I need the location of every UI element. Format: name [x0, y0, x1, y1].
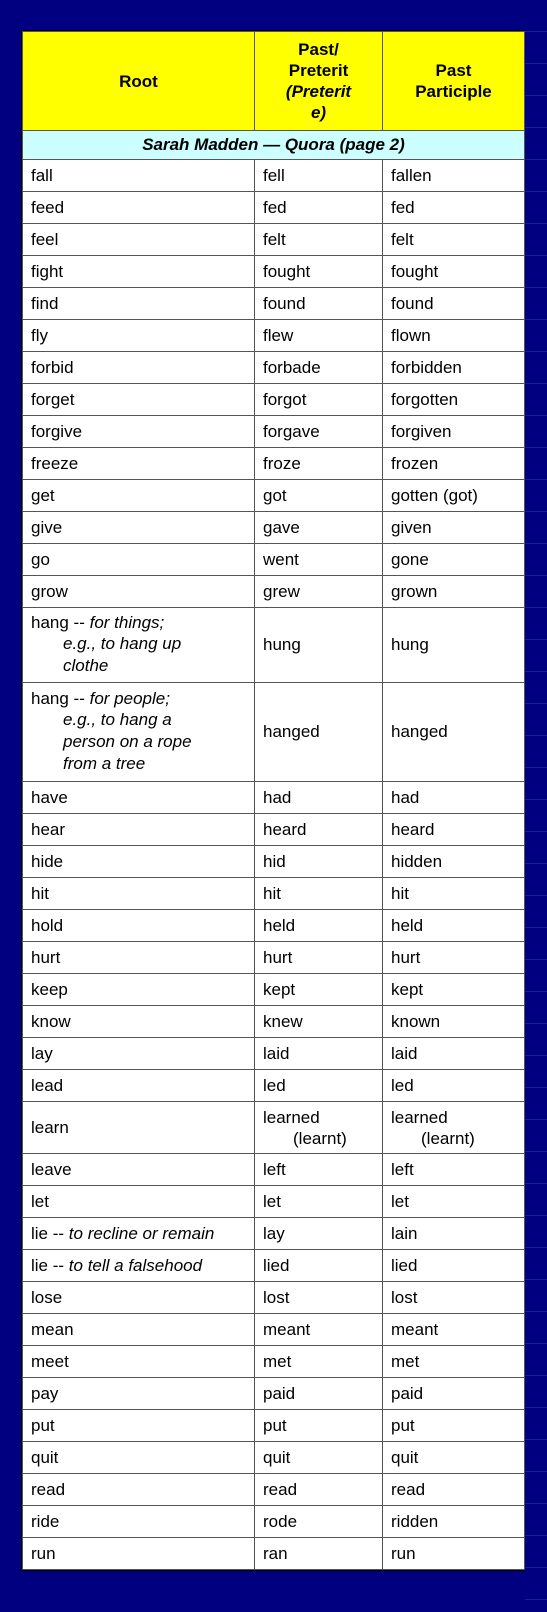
root-word: lie --	[31, 1223, 65, 1243]
form-variant: (learnt)	[293, 1128, 347, 1148]
verb-root: hit	[23, 878, 255, 910]
verb-participle: lost	[383, 1282, 525, 1314]
header-past-participle: Past Participle	[383, 32, 525, 131]
verb-participle: run	[383, 1538, 525, 1570]
verb-root: lose	[23, 1282, 255, 1314]
table-row	[23, 942, 525, 974]
table-row	[23, 1070, 525, 1102]
usage-note: from a tree	[63, 754, 146, 773]
verb-participle: hurt	[383, 942, 525, 974]
verb-participle: paid	[383, 1378, 525, 1410]
verb-table-container	[21, 30, 525, 1571]
verb-past: fed	[255, 192, 383, 224]
usage-note: e.g., to hang up	[63, 634, 182, 653]
root-word: hang --	[31, 613, 85, 632]
usage-note: for things;	[89, 613, 165, 632]
table-row	[23, 974, 525, 1006]
verb-root: lead	[23, 1070, 255, 1102]
table-row	[23, 814, 525, 846]
table-row	[23, 480, 525, 512]
verb-root: forgive	[23, 416, 255, 448]
verb-participle: kept	[383, 974, 525, 1006]
table-row	[23, 512, 525, 544]
verb-root: forbid	[23, 352, 255, 384]
verb-past: put	[255, 1410, 383, 1442]
verb-participle: lied	[383, 1250, 525, 1282]
verb-past: ran	[255, 1538, 383, 1570]
table-row	[23, 1378, 525, 1410]
verb-past: knew	[255, 1006, 383, 1038]
verb-past: hurt	[255, 942, 383, 974]
usage-note: to tell a falsehood	[68, 1255, 203, 1275]
verb-past: forbade	[255, 352, 383, 384]
verb-root: forget	[23, 384, 255, 416]
table-row	[23, 352, 525, 384]
verb-root: feed	[23, 192, 255, 224]
table-row	[23, 224, 525, 256]
verb-root	[23, 683, 255, 782]
verb-participle: hung	[383, 608, 525, 683]
verb-participle: gotten (got)	[383, 480, 525, 512]
usage-note: clothe	[63, 656, 109, 675]
verb-participle: heard	[383, 814, 525, 846]
verb-past: kept	[255, 974, 383, 1006]
verb-root: put	[23, 1410, 255, 1442]
table-row	[23, 448, 525, 480]
verb-root: learn	[23, 1102, 255, 1154]
verb-root: pay	[23, 1378, 255, 1410]
verb-participle: forbidden	[383, 352, 525, 384]
verb-past: felt	[255, 224, 383, 256]
verb-root: read	[23, 1474, 255, 1506]
verb-past: left	[255, 1154, 383, 1186]
table-row	[23, 160, 525, 192]
verb-past: lay	[255, 1218, 383, 1250]
verb-root: fly	[23, 320, 255, 352]
verb-past: held	[255, 910, 383, 942]
header-root: Root	[23, 32, 255, 131]
verb-root: have	[23, 782, 255, 814]
verb-past: lost	[255, 1282, 383, 1314]
verb-participle: met	[383, 1346, 525, 1378]
table-row	[23, 1314, 525, 1346]
root-word: hang --	[31, 689, 85, 708]
verb-participle: quit	[383, 1442, 525, 1474]
verb-root: know	[23, 1006, 255, 1038]
table-row	[23, 1250, 525, 1282]
table-row	[23, 1506, 525, 1538]
verb-root: freeze	[23, 448, 255, 480]
verb-past: gave	[255, 512, 383, 544]
table-row	[23, 782, 525, 814]
irregular-verbs-table	[22, 31, 525, 1570]
verb-participle: felt	[383, 224, 525, 256]
verb-past: meant	[255, 1314, 383, 1346]
verb-past: quit	[255, 1442, 383, 1474]
verb-past: fought	[255, 256, 383, 288]
table-row	[23, 576, 525, 608]
verb-past: forgave	[255, 416, 383, 448]
verb-participle: fed	[383, 192, 525, 224]
table-row	[23, 288, 525, 320]
verb-root	[23, 608, 255, 683]
table-row	[23, 384, 525, 416]
verb-past: heard	[255, 814, 383, 846]
verb-root: let	[23, 1186, 255, 1218]
verb-root: get	[23, 480, 255, 512]
verb-past	[255, 1102, 383, 1154]
table-row	[23, 256, 525, 288]
verb-participle: laid	[383, 1038, 525, 1070]
verb-root: quit	[23, 1442, 255, 1474]
table-row	[23, 910, 525, 942]
verb-past: read	[255, 1474, 383, 1506]
verb-root: fight	[23, 256, 255, 288]
verb-participle: fallen	[383, 160, 525, 192]
verb-past: let	[255, 1186, 383, 1218]
verb-past: paid	[255, 1378, 383, 1410]
usage-note: for people;	[89, 689, 170, 708]
verb-participle: hidden	[383, 846, 525, 878]
table-row	[23, 192, 525, 224]
verb-past: hung	[255, 608, 383, 683]
table-row	[23, 608, 525, 683]
verb-past: found	[255, 288, 383, 320]
verb-root	[23, 1218, 255, 1250]
verb-past: froze	[255, 448, 383, 480]
usage-note: to recline or remain	[68, 1223, 215, 1243]
verb-root: ride	[23, 1506, 255, 1538]
verb-past: fell	[255, 160, 383, 192]
table-row	[23, 683, 525, 782]
verb-past: went	[255, 544, 383, 576]
header-past: Past/ Preterit (Preterit e)	[255, 32, 383, 131]
table-row	[23, 1154, 525, 1186]
verb-past: hanged	[255, 683, 383, 782]
verb-past: had	[255, 782, 383, 814]
verb-root: grow	[23, 576, 255, 608]
verb-participle: frozen	[383, 448, 525, 480]
verb-participle	[383, 1102, 525, 1154]
verb-root: find	[23, 288, 255, 320]
verb-root: run	[23, 1538, 255, 1570]
verb-root: hear	[23, 814, 255, 846]
verb-root: hurt	[23, 942, 255, 974]
verb-past: flew	[255, 320, 383, 352]
verb-root: lay	[23, 1038, 255, 1070]
verb-participle: fought	[383, 256, 525, 288]
verb-root: mean	[23, 1314, 255, 1346]
verb-participle: lain	[383, 1218, 525, 1250]
table-row	[23, 1038, 525, 1070]
table-row	[23, 1186, 525, 1218]
table-row	[23, 1102, 525, 1154]
root-word: lie --	[31, 1255, 65, 1275]
verb-past: forgot	[255, 384, 383, 416]
verb-participle: meant	[383, 1314, 525, 1346]
table-row	[23, 878, 525, 910]
table-row	[23, 544, 525, 576]
verb-participle: grown	[383, 576, 525, 608]
verb-root: go	[23, 544, 255, 576]
verb-past: hid	[255, 846, 383, 878]
form-variant: (learnt)	[421, 1128, 475, 1148]
verb-root: leave	[23, 1154, 255, 1186]
table-row	[23, 1006, 525, 1038]
verb-root: keep	[23, 974, 255, 1006]
verb-root: give	[23, 512, 255, 544]
verb-participle: held	[383, 910, 525, 942]
verb-root: hide	[23, 846, 255, 878]
verb-past: lied	[255, 1250, 383, 1282]
table-row	[23, 1538, 525, 1570]
verb-past: hit	[255, 878, 383, 910]
verb-participle: led	[383, 1070, 525, 1102]
table-row	[23, 846, 525, 878]
table-row	[23, 1282, 525, 1314]
table-row	[23, 1346, 525, 1378]
verb-past: met	[255, 1346, 383, 1378]
verb-participle: ridden	[383, 1506, 525, 1538]
verb-participle: gone	[383, 544, 525, 576]
verb-root: feel	[23, 224, 255, 256]
verb-participle: flown	[383, 320, 525, 352]
verb-participle: hanged	[383, 683, 525, 782]
usage-note: person on a rope	[63, 732, 192, 751]
verb-participle: forgiven	[383, 416, 525, 448]
verb-root: hold	[23, 910, 255, 942]
verb-participle: found	[383, 288, 525, 320]
verb-participle: let	[383, 1186, 525, 1218]
verb-participle: had	[383, 782, 525, 814]
verb-root: meet	[23, 1346, 255, 1378]
verb-root: fall	[23, 160, 255, 192]
source-credit: Sarah Madden — Quora (page 2)	[23, 131, 525, 160]
usage-note: e.g., to hang a	[63, 710, 172, 729]
decorative-edge-lines	[525, 0, 547, 1612]
verb-participle: read	[383, 1474, 525, 1506]
verb-participle: known	[383, 1006, 525, 1038]
table-row	[23, 320, 525, 352]
verb-participle: hit	[383, 878, 525, 910]
table-header-row	[23, 32, 525, 131]
verb-participle: forgotten	[383, 384, 525, 416]
verb-root	[23, 1250, 255, 1282]
table-row	[23, 416, 525, 448]
table-row	[23, 1218, 525, 1250]
verb-past: grew	[255, 576, 383, 608]
form-primary: learned	[391, 1107, 448, 1127]
table-row	[23, 1442, 525, 1474]
form-primary: learned	[263, 1107, 320, 1127]
source-row	[23, 131, 525, 160]
verb-past: laid	[255, 1038, 383, 1070]
verb-participle: put	[383, 1410, 525, 1442]
verb-past: got	[255, 480, 383, 512]
verb-past: rode	[255, 1506, 383, 1538]
verb-participle: left	[383, 1154, 525, 1186]
table-row	[23, 1474, 525, 1506]
verb-participle: given	[383, 512, 525, 544]
table-row	[23, 1410, 525, 1442]
verb-past: led	[255, 1070, 383, 1102]
